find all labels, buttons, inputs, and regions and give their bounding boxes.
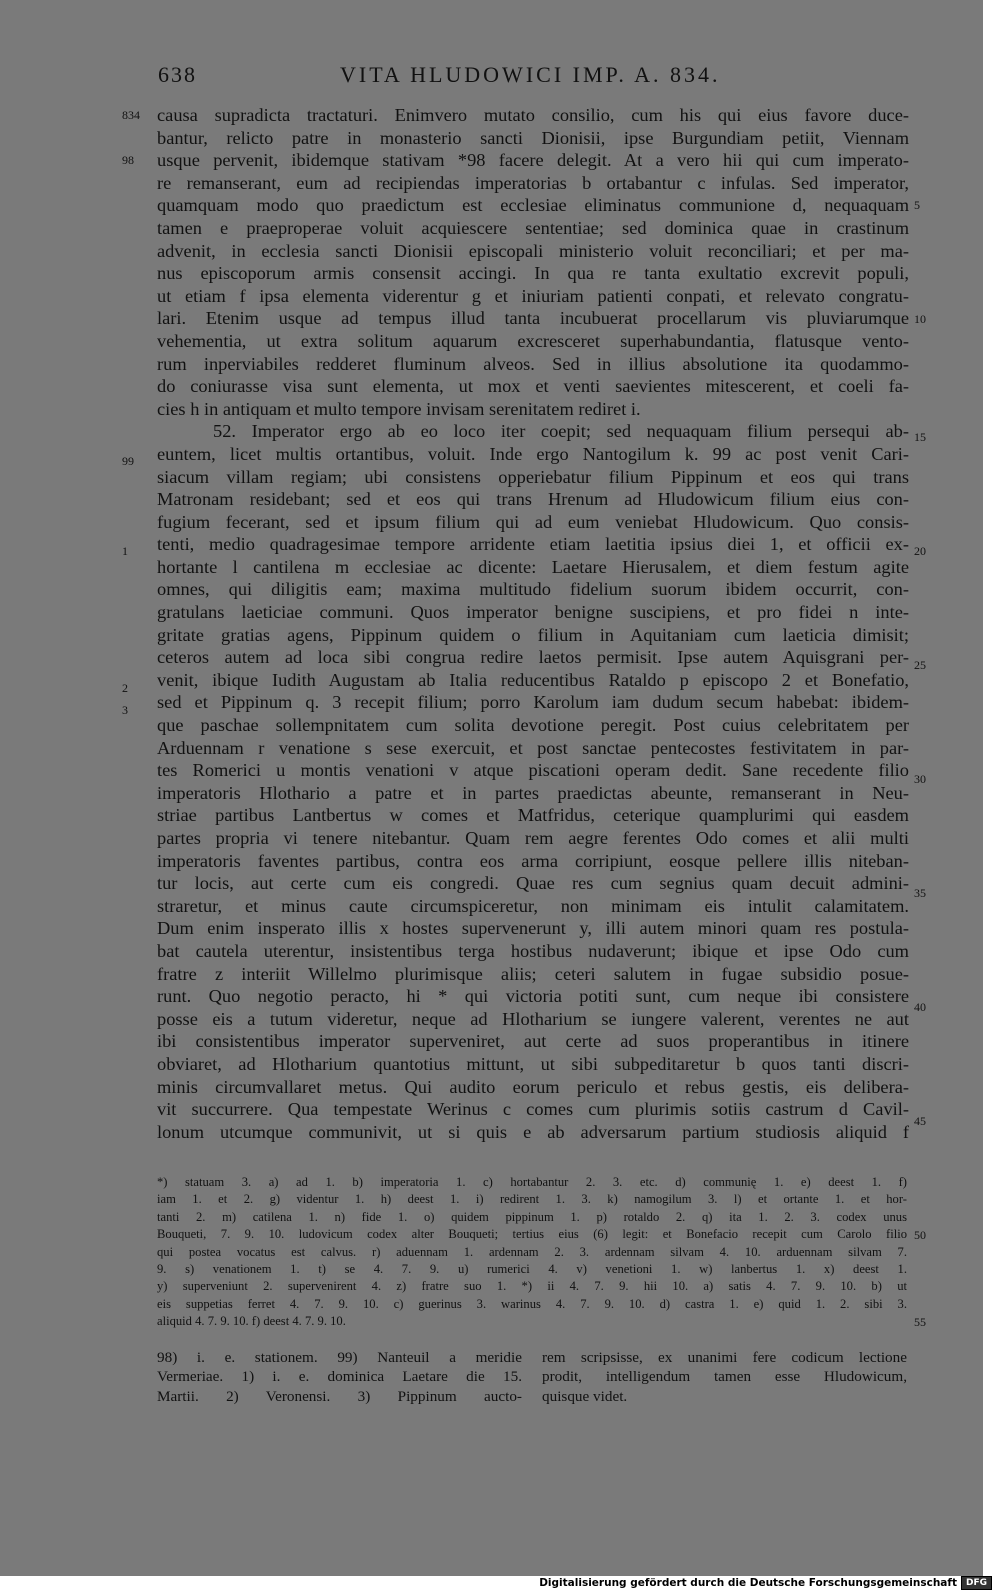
apparatus-line: Bouqueti, 7. 9. 10. ludovicum codex alter Bouqueti; tertius eius (6) legit: et Bonefacio recepit cum Carolo filio <box>157 1227 907 1242</box>
text-line: tamen e praeproperae voluit acquiescere sententiae; sed dominica quae in crastinum <box>157 217 909 238</box>
main-text <box>157 104 909 1143</box>
text-line: ceteros autem ad loca sibi congrua redire laetos permisit. Ipse autem Aquisgrani per- <box>157 647 909 668</box>
text-line: nus episcoporum armis consensit accingi. In qua re tanta exultatio excrevit populi, <box>157 263 909 284</box>
line-number: 5 <box>914 198 920 212</box>
credit-text: Digitalisierung gefördert durch die Deutsche Forschungsgemeinschaft <box>539 1577 957 1589</box>
commentary-line: rem scripsisse, ex unanimi fere codicum lectione <box>542 1349 907 1366</box>
apparatus-line: 9. s) venationem 1. t) se 4. 7. 9. u) rumerici 4. v) venetioni 1. w) lanbertus 1. x) deest 1. <box>157 1261 907 1276</box>
text-line: do coniurasse visa sunt elementa, ut mox et venti saevientes mitescerent, et coeli fa- <box>157 376 909 397</box>
text-line: bat cautela uterentur, insistentibus terga hostibus nudaverunt; ibique et ipse Odo cum <box>157 940 909 961</box>
digitization-credit <box>539 1576 992 1590</box>
commentary-line: Martii. 2) Veronensi. 3) Pippinum aucto- <box>157 1387 522 1405</box>
text-line: advenit, in ecclesia sancti Dionisii episcopali ministerio voluit reconciliari; et per ma- <box>157 240 909 261</box>
text-line: fugium fecerant, sed et ipsum filium qui ad eum veniebat Hludowicum. Quo consis- <box>157 511 909 532</box>
apparatus-line: iam 1. et 2. g) videntur 1. h) deest 1. i) redirent 1. 3. k) namogilum 3. l) et ortante 1. et hor- <box>157 1192 907 1207</box>
text-line: Matronam residebant; sed et eos qui trans Hrenum ad Hludowicum filium eius con- <box>157 489 909 510</box>
margin-note-ref: 99 <box>122 454 134 468</box>
text-line: Arduennam r venatione s sese exercuit, et post sanctae pentecostes festivitatem in par- <box>157 737 909 758</box>
text-line: gritate gratias agens, Pippinum quidem o filium in Aquitaniam cum laeticia dimisit; <box>157 624 909 645</box>
text-line: que paschae sollempnitatem cum solita devotione peregit. Post cuius celebritatem per <box>157 715 909 736</box>
line-number: 25 <box>914 658 926 672</box>
apparatus-line: eis suppetias ferret 4. 7. 9. 10. c) guerinus 3. warinus 4. 7. 9. 10. d) castra 1. e) quid 1. 2. sibi 3. <box>157 1296 907 1311</box>
text-line: euntem, licet multis ortantibus, voluit. Inde ergo Nantogilum k. 99 ac post venit Cari- <box>157 443 909 464</box>
text-line: posse eis a tutum videretur, neque ad Hlotharium se iungere valerent, verentes ne aut <box>157 1008 909 1029</box>
text-line: runt. Quo negotio peracto, hi * qui victoria potiti sunt, cum neque ibi consistere <box>157 986 909 1007</box>
margin-note-ref: 98 <box>122 153 134 167</box>
text-line: hortante l cantilena m ecclesiae ac dicente: Laetare Hierusalem, et diem festum agite <box>157 556 909 577</box>
text-line: venit, ibique Iudith Augustam ab Italia reducentibus Rataldo p episcopo 2 et Bonefatio, <box>157 669 909 690</box>
text-line: tes Romerici u montis venationi v atque piscationi operam dedit. Sane recedente filio <box>157 760 909 781</box>
line-number: 45 <box>914 1114 926 1128</box>
dfg-logo: DFG <box>961 1576 992 1590</box>
text-line: sed et Pippinum q. 3 recepit filium; porro Karolum iam dudum secum habebat: ibidem- <box>157 692 909 713</box>
line-number: 40 <box>914 1000 926 1014</box>
commentary-line: Vermeriae. 1) i. e. dominica Laetare die 15. <box>157 1368 522 1386</box>
text-line: bantur, relicto patre in monasterio sancti Dionisii, ipse Burgundiam petiit, Viennam <box>157 127 909 148</box>
text-line: tur locis, aut certe cum eis congredi. Quae res cum segnius quam decuit admini- <box>157 873 909 894</box>
text-line: lonum utcumque communivit, ut si quis e ab adversarum partium studiosis aliquid f <box>157 1121 909 1142</box>
line-number: 30 <box>914 772 926 786</box>
text-line: obviaret, ad Hlotharium quantotius mittunt, ut sibi subpeditaretur b quos tanti discri- <box>157 1053 909 1074</box>
text-line: ibi consistentibus imperator superveniret, aut certe ad suos properantibus in itinere <box>157 1031 909 1052</box>
page-number: 638 <box>158 62 197 87</box>
text-line: quamquam modo quo praedictum est ecclesiae eliminatus communione d, nequaquam <box>157 195 909 216</box>
line-number: 50 <box>914 1228 926 1242</box>
text-line: re remanserant, eum ad recipiendas imperatorias b ortabantur c infulas. Sed imperator, <box>157 172 909 193</box>
commentary-line: quisque videt. <box>542 1387 628 1405</box>
line-number: 15 <box>914 430 926 444</box>
margin-year: 834 <box>122 108 140 122</box>
text-line: rum inperviabiles redderet fluminum alveos. Sed in illius absolutione ita quodammo- <box>157 353 909 374</box>
text-line: omnes, qui diligitis eam; maxima multitudo fidelium suorum ibidem occurrit, con- <box>157 579 909 600</box>
text-line: usque pervenit, ibidemque stativam *98 facere delegit. At a vero hii qui cum imperato- <box>157 150 909 171</box>
page-header <box>158 62 913 90</box>
apparatus-line: y) superveniunt 2. supervenirent 4. z) fratre suo 1. *) ii 4. 7. 9. hii 10. a) satis 4. 7. 9. 10. b) ut <box>157 1279 907 1294</box>
line-number: 35 <box>914 886 926 900</box>
critical-apparatus <box>157 1174 907 1331</box>
text-line: lari. Etenim usque ad tempus illud tanta incubuerat procellarum vis pluviarumque <box>157 308 909 329</box>
margin-note-ref: 1 <box>122 544 128 558</box>
text-line: minis circumvallaret metus. Qui audito eorum periculo et rebus gestis, eis delibera- <box>157 1076 909 1097</box>
margin-note-ref: 2 <box>122 681 128 695</box>
text-line: partes propria vi tenere nitebantur. Quam rem aegre ferentes Odo comes et alii multi <box>157 828 909 848</box>
text-line: striae partibus Lantbertus w comes et Matfridus, ceterique quamplurimi qui easdem <box>157 805 909 826</box>
text-line: tenti, medio quadragesimae tempore arridente etiam laetitia ipsius diei 1, et officii ex- <box>157 534 909 555</box>
apparatus-line: tanti 2. m) catilena 1. n) fide 1. o) quidem pippinum 1. p) rotaldo 2. q) ita 1. 2. 3. codex unus <box>157 1209 907 1224</box>
text-line: vehementia, ut extra solitum aquarum excresceret superhabundantia, flatusque vento- <box>157 330 909 351</box>
text-line: fratre z interiit Willelmo plurimisque aliis; ceteri salutem in fugae subsidio posue- <box>157 963 909 984</box>
text-line: causa supradicta tractaturi. Enimvero mutato consilio, cum his qui eius favore duce- <box>157 105 909 125</box>
text-line: imperatoris faventes partibus, contra eos arma corripiunt, eosque pellere illis niteban- <box>157 850 909 871</box>
commentary-line: prodit, intelligendum tamen esse Hludowicum, <box>542 1368 907 1386</box>
margin-note-ref: 3 <box>122 703 128 717</box>
line-number: 55 <box>914 1315 926 1329</box>
text-line: cies h in antiquam et multo tempore invisam serenitatem rediret i. <box>157 398 641 419</box>
apparatus-line: aliquid 4. 7. 9. 10. f) deest 4. 7. 9. 10. <box>157 1314 346 1329</box>
text-line: Dum enim insperato illis x hostes supervenerunt y, illi autem minori quam res postula- <box>157 918 909 939</box>
commentary-line: 98) i. e. stationem. 99) Nanteuil a meridie <box>157 1349 522 1366</box>
commentary-left-column <box>157 1348 522 1406</box>
text-line: siacum villam regiam; ubi consistens opperiebatur filium Pippinum et eos qui trans <box>157 466 909 487</box>
line-number: 20 <box>914 544 926 558</box>
line-number: 10 <box>914 312 926 326</box>
apparatus-line: qui postea vocatus est calvus. r) aduennam 1. ardennam 2. 3. ardennam silvam 4. 10. arduennam silvam 7. <box>157 1244 907 1259</box>
text-line: imperatoris Hlothario a patre et in partes praedictas abeunte, remanserant in Neu- <box>157 782 909 803</box>
text-line: gratulans laeticiae communi. Quos imperator benigne suscipiens, et pro fidei n inte- <box>157 602 909 623</box>
text-line: straretur, et minus caute circumspiceretur, non minimam eis intulit calamitatem. <box>157 895 909 916</box>
chapter-start-line: 52. Imperator ergo ab eo loco iter coepit; sed nequaquam filium persequi ab- <box>213 421 909 442</box>
text-line: ut etiam f ipsa elementa viderentur g et iniuriam patienti conpati, et relevato congratu- <box>157 285 909 306</box>
apparatus-line: *) statuam 3. a) ad 1. b) imperatoria 1. c) hortabantur 2. 3. etc. d) communię 1. e) deest 1. f) <box>157 1175 907 1189</box>
running-title: VITA HLUDOWICI IMP. A. 834. <box>340 62 721 87</box>
text-line: vit succurrere. Qua tempestate Werinus c comes cum plurimis sotiis castrum d Cavil- <box>157 1099 909 1120</box>
commentary-right-column <box>542 1348 907 1406</box>
